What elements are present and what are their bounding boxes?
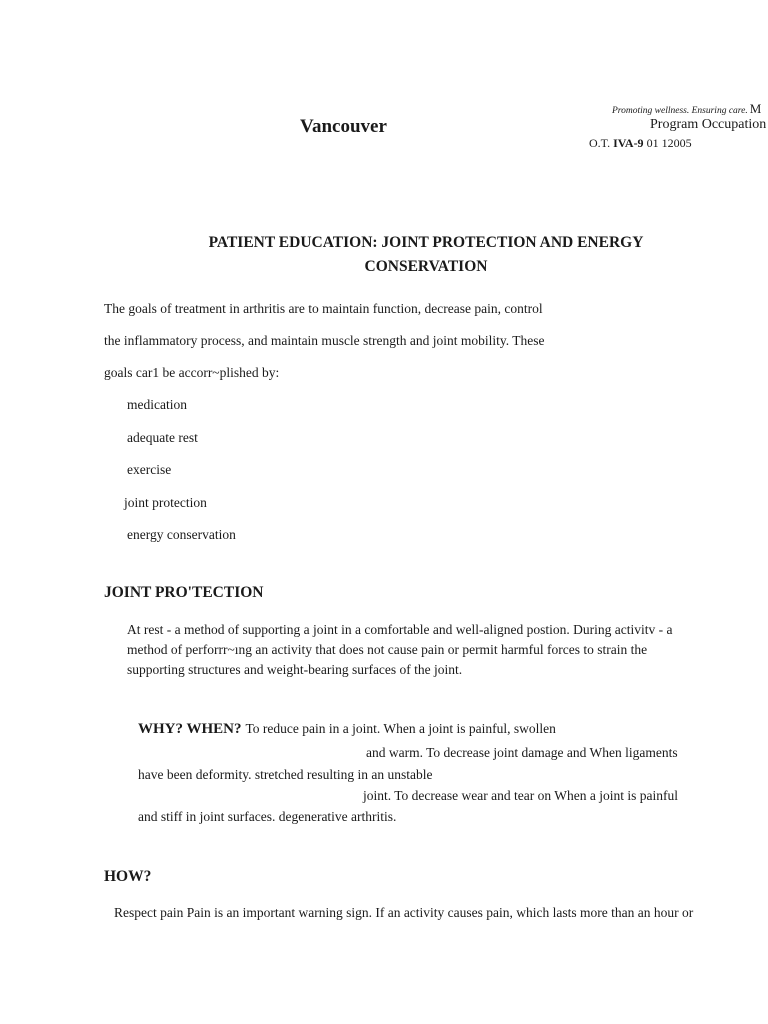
goal-list-item: exercise xyxy=(127,462,172,477)
joint-protection-line: At rest - a method of supporting a joint in a comfortable and well-aligned postion. During activitv - a xyxy=(127,622,673,637)
joint-protection-line: method of perforrr~ıng an activity that does not cause pain or permit harmful forces to strain the xyxy=(127,642,648,657)
intro-line: the inflammatory process, and maintain muscle strength and joint mobility. These xyxy=(104,333,545,348)
tagline: Promoting wellness. Ensuring care. M xyxy=(612,101,762,116)
goal-list-item: adequate rest xyxy=(127,430,198,445)
why-when-line: joint. To decrease wear and tear on When a joint is painful xyxy=(363,788,678,803)
why-when-label: WHY? WHEN? xyxy=(138,721,242,737)
intro-line: The goals of treatment in arthritis are to maintain function, decrease pain, control xyxy=(104,301,543,316)
organization-name: Vancouver xyxy=(300,116,387,137)
how-heading: HOW? xyxy=(104,868,152,885)
why-when-line: and warm. To decrease joint damage and When ligaments xyxy=(366,745,678,760)
document-title-line-1: PATIENT EDUCATION: JOINT PROTECTION AND ENERGY xyxy=(208,234,644,251)
document-title-line-2: CONSERVATION xyxy=(364,258,488,275)
how-line: Respect pain Pain is an important warning sign. If an activity causes pain, which lasts more than an hour or xyxy=(114,905,694,920)
joint-protection-heading: JOINT PRO'TECTION xyxy=(104,584,264,601)
joint-protection-line: supporting structures and weight-bearing surfaces of the joint. xyxy=(127,662,463,677)
document-code: O.T. IVA-9 01 12005 xyxy=(589,136,692,150)
why-when-line: To reduce pain in a joint. When a joint is painful, swollen xyxy=(245,721,556,736)
intro-line: goals car1 be accorr~plished by: xyxy=(104,365,280,380)
goal-list-item: medication xyxy=(127,397,187,412)
goal-list-item: joint protection xyxy=(124,495,207,510)
why-when-block xyxy=(138,720,556,738)
why-when-line: and stiff in joint surfaces. degenerative arthritis. xyxy=(138,809,397,824)
goal-list-item: energy conservation xyxy=(127,527,236,542)
program-name: Program Occupation xyxy=(650,117,767,132)
why-when-line: have been deformity. stretched resulting in an unstable xyxy=(138,767,433,782)
tagline-suffix: M xyxy=(749,101,762,116)
